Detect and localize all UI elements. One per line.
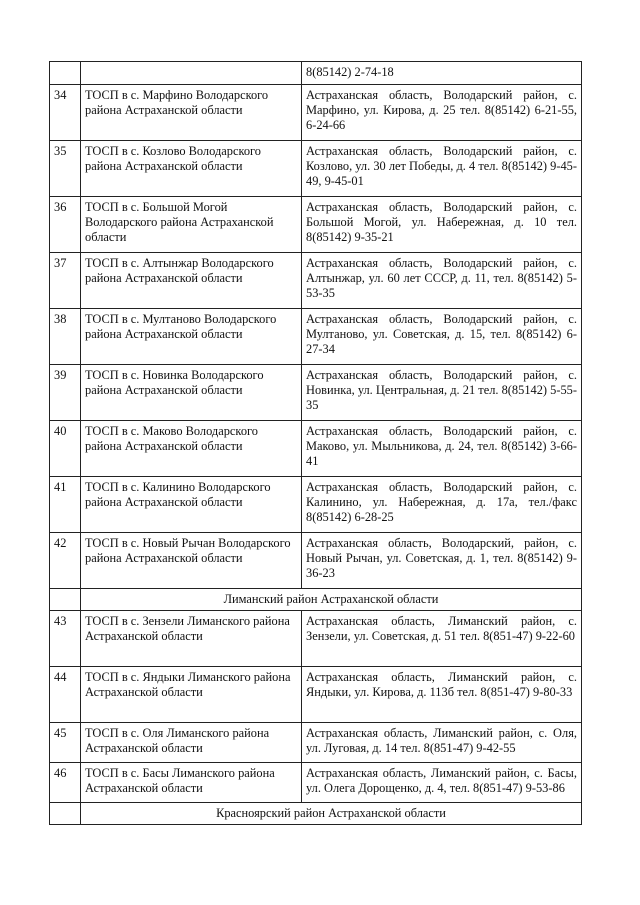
office-address: Астраханская область, Володарский район, с. Марфино, ул. Кирова, д. 25 тел. 8(85142) 6-21-55, 6-24-66 <box>302 85 582 141</box>
continuation-num-cell <box>50 62 81 85</box>
office-name: ТОСП в с. Алтынжар Володарского района Астраханской области <box>81 253 302 309</box>
offices-table <box>49 61 582 825</box>
office-name: ТОСП в с. Яндыки Лиманского района Астраханской области <box>81 667 302 723</box>
row-number: 39 <box>50 365 81 421</box>
section-title: Красноярский район Астраханской области <box>81 803 582 825</box>
row-number: 37 <box>50 253 81 309</box>
continuation-address-cell: 8(85142) 2-74-18 <box>302 62 582 85</box>
office-address: Астраханская область, Володарский район, с. Большой Могой, ул. Набережная, д. 10 тел. 8(85142) 9-35-21 <box>302 197 582 253</box>
office-name: ТОСП в с. Новинка Володарского района Астраханской области <box>81 365 302 421</box>
row-number: 42 <box>50 533 81 589</box>
row-number: 38 <box>50 309 81 365</box>
office-name: ТОСП в с. Басы Лиманского района Астраханской области <box>81 763 302 803</box>
row-number: 44 <box>50 667 81 723</box>
row-number: 40 <box>50 421 81 477</box>
table-row <box>50 763 582 803</box>
row-number: 36 <box>50 197 81 253</box>
office-name: ТОСП в с. Зензели Лиманского района Астраханской области <box>81 611 302 667</box>
office-address: Астраханская область, Володарский район, с. Алтынжар, ул. 60 лет СССР, д. 11, тел. 8(85142) 5-53-35 <box>302 253 582 309</box>
row-number: 46 <box>50 763 81 803</box>
row-number: 43 <box>50 611 81 667</box>
office-address: Астраханская область, Лиманский район, с. Яндыки, ул. Кирова, д. 113б тел. 8(851-47) 9-80-33 <box>302 667 582 723</box>
office-name: ТОСП в с. Новый Рычан Володарского района Астраханской области <box>81 533 302 589</box>
continuation-row <box>50 62 582 85</box>
table-row <box>50 365 582 421</box>
office-address: Астраханская область, Володарский район, с. Мултаново, ул. Советская, д. 15, тел. 8(85142) 6-27-34 <box>302 309 582 365</box>
table-row <box>50 85 582 141</box>
table-row <box>50 253 582 309</box>
table-row <box>50 477 582 533</box>
table-row <box>50 667 582 723</box>
row-number: 34 <box>50 85 81 141</box>
office-address: Астраханская область, Володарский, район, с. Новый Рычан, ул. Советская, д. 1, тел. 8(85142) 9-36-23 <box>302 533 582 589</box>
section-num-cell <box>50 589 81 611</box>
table-row <box>50 141 582 197</box>
table-row <box>50 309 582 365</box>
table-row <box>50 533 582 589</box>
table-row <box>50 421 582 477</box>
offices-table-body <box>50 62 582 825</box>
office-address: Астраханская область, Лиманский район, с. Басы, ул. Олега Дорощенко, д. 4, тел. 8(851-47) 9-53-86 <box>302 763 582 803</box>
office-address: Астраханская область, Лиманский район, с. Зензели, ул. Советская, д. 51 тел. 8(851-47) 9-22-60 <box>302 611 582 667</box>
section-row <box>50 589 582 611</box>
office-address: Астраханская область, Лиманский район, с. Оля, ул. Луговая, д. 14 тел. 8(851-47) 9-42-55 <box>302 723 582 763</box>
office-address: Астраханская область, Володарский район, с. Калинино, ул. Набережная, д. 17а, тел./факс 8(85142) 6-28-25 <box>302 477 582 533</box>
office-name: ТОСП в с. Калинино Володарского района Астраханской области <box>81 477 302 533</box>
office-name: ТОСП в с. Оля Лиманского района Астраханской области <box>81 723 302 763</box>
row-number: 35 <box>50 141 81 197</box>
section-title: Лиманский район Астраханской области <box>81 589 582 611</box>
section-row <box>50 803 582 825</box>
office-name: ТОСП в с. Большой Могой Володарского района Астраханской области <box>81 197 302 253</box>
table-row <box>50 611 582 667</box>
office-name: ТОСП в с. Козлово Володарского района Астраханской области <box>81 141 302 197</box>
office-name: ТОСП в с. Мултаново Володарского района Астраханской области <box>81 309 302 365</box>
table-row <box>50 197 582 253</box>
office-address: Астраханская область, Володарский район, с. Маково, ул. Мыльникова, д. 24, тел. 8(85142) 3-66-41 <box>302 421 582 477</box>
section-num-cell <box>50 803 81 825</box>
office-name: ТОСП в с. Марфино Володарского района Астраханской области <box>81 85 302 141</box>
table-row <box>50 723 582 763</box>
office-address: Астраханская область, Володарский район, с. Новинка, ул. Центральная, д. 21 тел. 8(85142) 5-55-35 <box>302 365 582 421</box>
office-name: ТОСП в с. Маково Володарского района Астраханской области <box>81 421 302 477</box>
continuation-name-cell <box>81 62 302 85</box>
row-number: 45 <box>50 723 81 763</box>
office-address: Астраханская область, Володарский район, с. Козлово, ул. 30 лет Победы, д. 4 тел. 8(85142) 9-45-49, 9-45-01 <box>302 141 582 197</box>
row-number: 41 <box>50 477 81 533</box>
